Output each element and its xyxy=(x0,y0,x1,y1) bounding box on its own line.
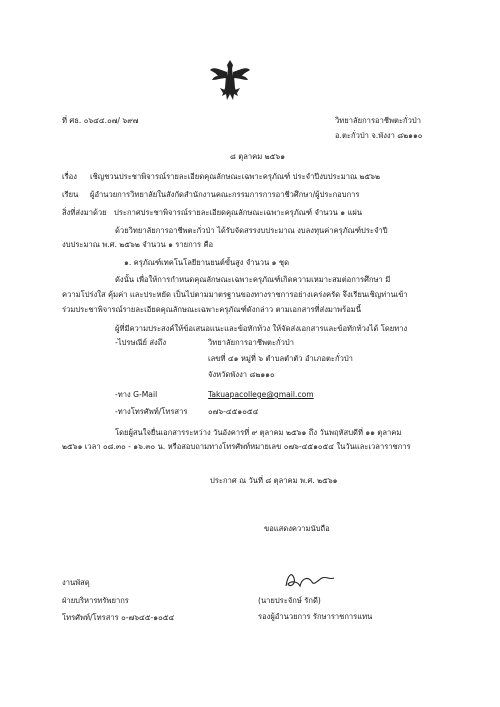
subject-text: เชิญชวนประชาพิจารณ์รายละเอียดคุณลักษณะเฉพาะครุภัณฑ์ ประจำปีงบประมาณ ๒๕๖๒ xyxy=(90,172,381,181)
recipient-label: เรียน xyxy=(62,190,79,199)
paragraph-1-line-1: ด้วยวิทยาลัยการอาชีพตะกั่วป่า ได้รับจัดสรรงบประมาณ งบลงทุนค่าครุภัณฑ์ประจำปี xyxy=(115,226,388,235)
signatory-name: (นายประจักษ์ รักดี) xyxy=(258,596,321,605)
footer-department: งานพัสดุ xyxy=(62,578,90,587)
announcement-date: ประกาศ ณ วันที่ ๘ ตุลาคม พ.ศ. ๒๕๖๑ xyxy=(210,476,338,485)
paragraph-2-line-3: ร่วมประชาพิจารณ์รายละเอียดคุณลักษณะเฉพาะครุภัณฑ์ดังกล่าว ตามเอกสารที่ส่งมาพร้อมนี้ xyxy=(62,305,362,314)
subject-label: เรื่อง xyxy=(62,172,77,181)
mail-org: วิทยาลัยการอาชีพตะกั่วป่า xyxy=(208,338,294,347)
document-date: ๘ ตุลาคม ๒๕๖๑ xyxy=(230,152,286,161)
fax-label: -ทางโทรศัพท์/โทรสาร xyxy=(115,407,188,416)
gmail-link[interactable]: Takuapacollege@gmail.com xyxy=(208,390,314,399)
mail-address-line-1: เลขที่ ๔๑ หมู่ที่ ๖ ตำบลตำตัว อำเภอตะกั่วป่า xyxy=(208,354,353,363)
paragraph-3-line-1: ผู้ที่มีความประสงค์ให้ข้อเสนอแนะและข้อทักท้วง ให้จัดส่งเอกสารและข้อทักท้วงได้ โดยทาง xyxy=(115,324,408,333)
enclosure-label: สิ่งที่ส่งมาด้วย xyxy=(62,208,107,217)
handwritten-signature-icon xyxy=(278,568,338,592)
enclosure-text: ประกาศประชาพิจารณ์รายละเอียดคุณลักษณะเฉพาะครุภัณฑ์ จำนวน ๑ แผ่น xyxy=(114,208,363,217)
paragraph-4-line-1: โดยผู้สนใจยื่นเอกสารระหว่าง วันอังคารที่ ๙ ตุลาคม ๒๕๖๑ ถึง วันพฤหัสบดีที่ ๑๑ ตุลาคม xyxy=(115,428,402,437)
sender-address: อ.ตะกั่วป่า จ.พังงา ๘๒๑๑๐ xyxy=(335,131,423,140)
paragraph-2-line-1: ดังนั้น เพื่อให้การกำหนดคุณลักษณะเฉพาะครุภัณฑ์เกิดความเหมาะสมต่อการศึกษา มี xyxy=(115,275,391,284)
fax-number: ๐๗๖-๔๕๑๐๕๔ xyxy=(208,407,259,416)
footer-phone: โทรศัพท์/โทรสาร ๐-๗๖๔๕-๑๐๕๔ xyxy=(62,613,175,622)
list-item: ๑. ครุภัณฑ์เทคโนโลยียานยนต์ขั้นสูง จำนวน ๑ ชุด xyxy=(124,258,290,267)
closing-salutation: ขอแสดงความนับถือ xyxy=(264,524,330,533)
sender-org: วิทยาลัยการอาชีพตะกั่วป่า xyxy=(335,116,421,125)
garuda-emblem-icon xyxy=(208,58,252,104)
mail-address-line-2: จังหวัดพังงา ๘๒๑๑๐ xyxy=(208,370,275,379)
gmail-label: -ทาง G-Mail xyxy=(115,390,158,399)
footer-division: ฝ่ายบริหารทรัพยากร xyxy=(62,596,129,605)
paragraph-4-line-2: ๒๕๖๑ เวลา ๐๘.๓๐ - ๑๖.๓๐ น. หรือสอบถามทางโทรศัพท์หมายเลข ๐๗๖-๔๕๑๐๕๔ ในวันและเวลาราชการ xyxy=(62,442,411,451)
signatory-position: รองผู้อำนวยการ รักษาราชการแทน xyxy=(258,612,373,621)
mail-label: -ไปรษณีย์ ส่งถึง xyxy=(115,338,167,347)
recipient-text: ผู้อำนวยการวิทยาลัยในสังกัดสำนักงานคณะกรรมการการอาชีวศึกษา/ผู้ประกอบการ xyxy=(90,190,360,199)
document-number: ที่ ศธ. ๐๖๔๔.๐๗/ ๖๙๗ xyxy=(62,116,139,125)
paragraph-2-line-2: ความโปร่งใส คุ้มค่า และประหยัด เป็นไปตามมาตรฐานของทางราชการอย่างเคร่งครัด จึงเรียนเชิญท่านเข้า xyxy=(62,290,408,299)
paragraph-1-line-2: งบประมาณ พ.ศ. ๒๕๖๒ จำนวน ๑ รายการ คือ xyxy=(62,240,214,249)
